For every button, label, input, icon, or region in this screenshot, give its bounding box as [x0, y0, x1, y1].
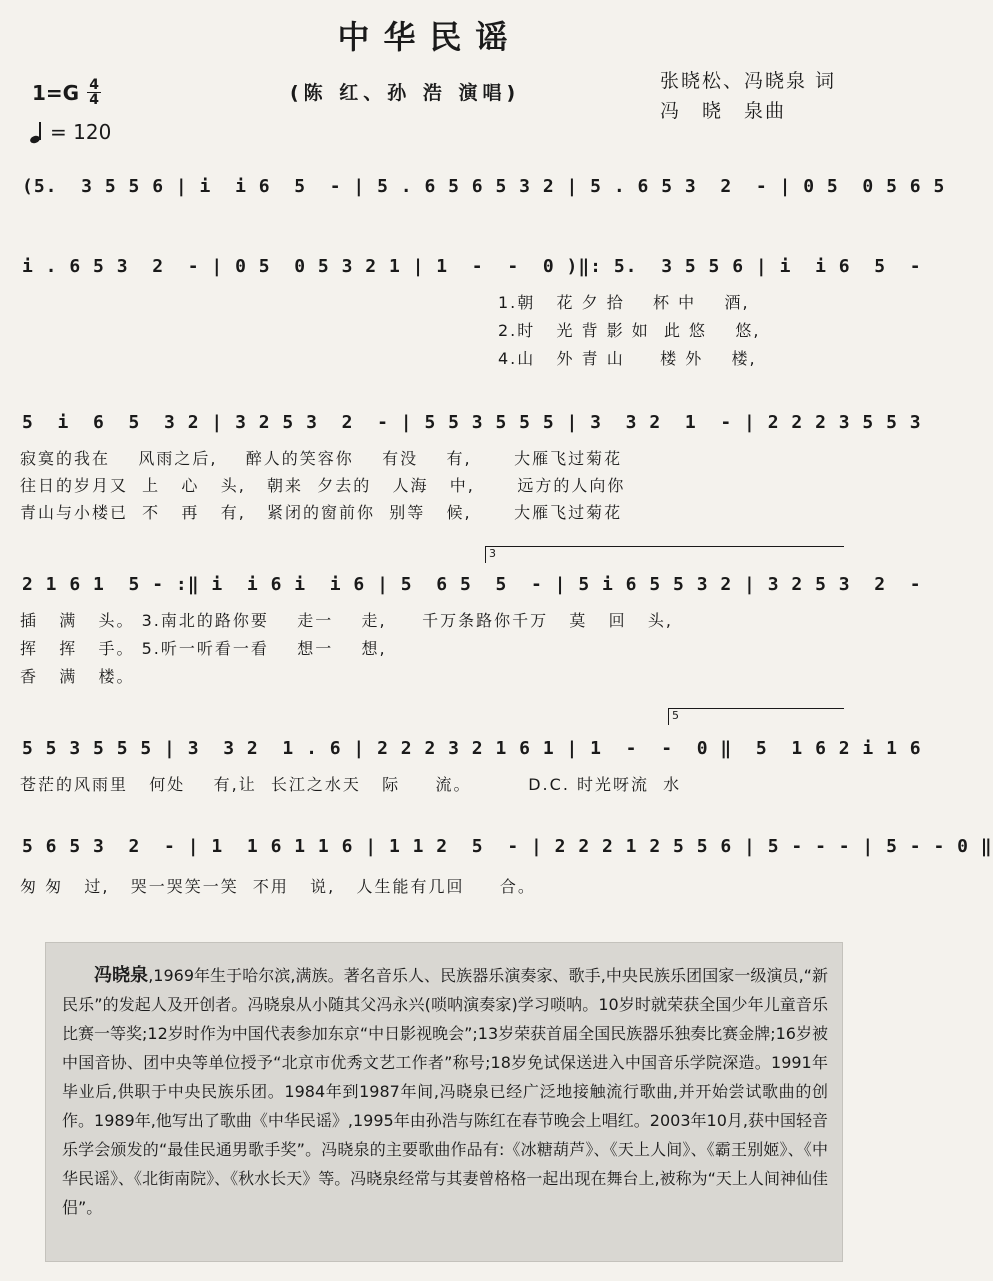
lyric-row-2-verse-2: 2.时 光 背 影 如 此 悠 悠,	[498, 321, 761, 340]
lyric-row-4-line-3: 香 满 楼。	[20, 667, 135, 686]
score-row-1: (5. 3 5 5 6 | i i 6 5 - | 5 . 6 5 6 5 3 2 | 5 . 6 5 3 2 - | 0 5 0 5 6 5	[22, 176, 946, 197]
composer-bio	[62, 961, 828, 1222]
bio-name: 冯晓泉	[94, 965, 149, 986]
score-row-2: i . 6 5 3 2 - | 0 5 0 5 3 2 1 | 1 - - 0 )‖: 5. 3 5 5 6 | i i 6 5 -	[22, 256, 922, 277]
score-row-4: 2 1 6 1 5 - :‖ i i 6 i i 6 | 5 6 5 5 - | 5 i 6 5 5 3 2 | 3 2 5 3 2 -	[22, 574, 922, 595]
key-label: 1=G	[32, 80, 80, 105]
song-title: 中华民谣	[337, 18, 522, 56]
key-signature	[32, 78, 101, 107]
lyric-row-5: 苍茫的风雨里 何处 有,让 长江之水天 际 流。 D.C. 时光呀流 水	[20, 775, 682, 794]
score-row-6: 5 6 5 3 2 - | 1 1 6 1 1 6 | 1 1 2 5 - | 2 2 2 1 2 5 5 6 | 5 - - - | 5 - - 0 ‖	[22, 836, 993, 857]
lyric-row-3-line-3: 青山与小楼已 不 再 有, 紧闭的窗前你 别等 候, 大雁飞过菊花	[20, 503, 623, 522]
lyric-row-2-verse-4: 4.山 外 青 山 楼 外 楼,	[498, 349, 757, 368]
time-sig-top: 4	[89, 77, 99, 93]
time-sig-bottom: 4	[89, 92, 99, 108]
lyric-row-3-line-1: 寂寞的我在 风雨之后, 醉人的笑容你 有没 有, 大雁飞过菊花	[20, 449, 623, 468]
lyric-row-4-line-1: 插 满 头。 3.南北的路你要 走一 走, 千万条路你千万 莫 回 头,	[20, 611, 673, 630]
volta-bracket-5: 5	[668, 708, 844, 725]
lyric-row-3-line-2: 往日的岁月又 上 心 头, 朝来 夕去的 人海 中, 远方的人向你	[20, 476, 626, 495]
composer-bio-box	[45, 942, 843, 1262]
lyric-row-2-verse-1: 1.朝 花 夕 拾 杯 中 酒,	[498, 293, 750, 312]
quarter-note-icon	[30, 121, 44, 143]
tempo-marking	[30, 120, 111, 144]
lyric-row-4-line-2: 挥 挥 手。 5.听一听看一看 想一 想,	[20, 639, 387, 658]
score-row-5: 5 5 3 5 5 5 | 3 3 2 1 . 6 | 2 2 2 3 2 1 6 1 | 1 - - 0 ‖ 5 1 6 2 i 1 6	[22, 738, 922, 759]
composer: 冯 晓 泉曲	[660, 100, 787, 122]
lyric-row-6: 匆 匆 过, 哭一哭笑一笑 不用 说, 人生能有几回 合。	[20, 877, 536, 896]
volta-bracket-3: 3	[485, 546, 844, 563]
score-row-3: 5 i 6 5 3 2 | 3 2 5 3 2 - | 5 5 3 5 5 5 | 3 3 2 1 - | 2 2 2 3 5 5 3	[22, 412, 922, 433]
lyricists: 张晓松、冯晓泉 词	[660, 70, 837, 92]
singers: (陈 红、孙 浩 演唱)	[290, 82, 521, 104]
tempo-value: = 120	[50, 120, 112, 144]
time-signature	[87, 78, 101, 107]
bio-text: ,1969年生于哈尔滨,满族。著名音乐人、民族器乐演奏家、歌手,中央民族乐团国家一级演员,“新民乐”的发起人及开创者。冯晓泉从小随其父冯永兴(唢呐演奏家)学习唢呐。10岁时就荣获全国少年儿童音乐比赛一等奖;12岁时作为中国代表参加东京“中日影视晚会”;13岁荣获首届全国民族器乐独奏比赛金牌;16岁被中国音协、团中央等单位授予“北京市优秀文艺工作者”称号;18岁免试保送进入中国音乐学院深造。1991年毕业后,供职于中央民族乐团。1984年到1987年间,冯晓泉已经广泛地接触流行歌曲,并开始尝试歌曲的创作。1989年,他写出了歌曲《中华民谣》,1995年由孙浩与陈红在春节晚会上唱红。2003年10月,获中国轻音乐学会颁发的“最佳民通男歌手奖”。冯晓泉的主要歌曲作品有:《冰糖葫芦》、《天上人间》、《霸王别姬》、《中华民谣》、《北街南院》、《秋水长天》等。冯晓泉经常与其妻曾格格一起出现在舞台上,被称为“天上人间神仙佳侣”。	[62, 966, 829, 1217]
